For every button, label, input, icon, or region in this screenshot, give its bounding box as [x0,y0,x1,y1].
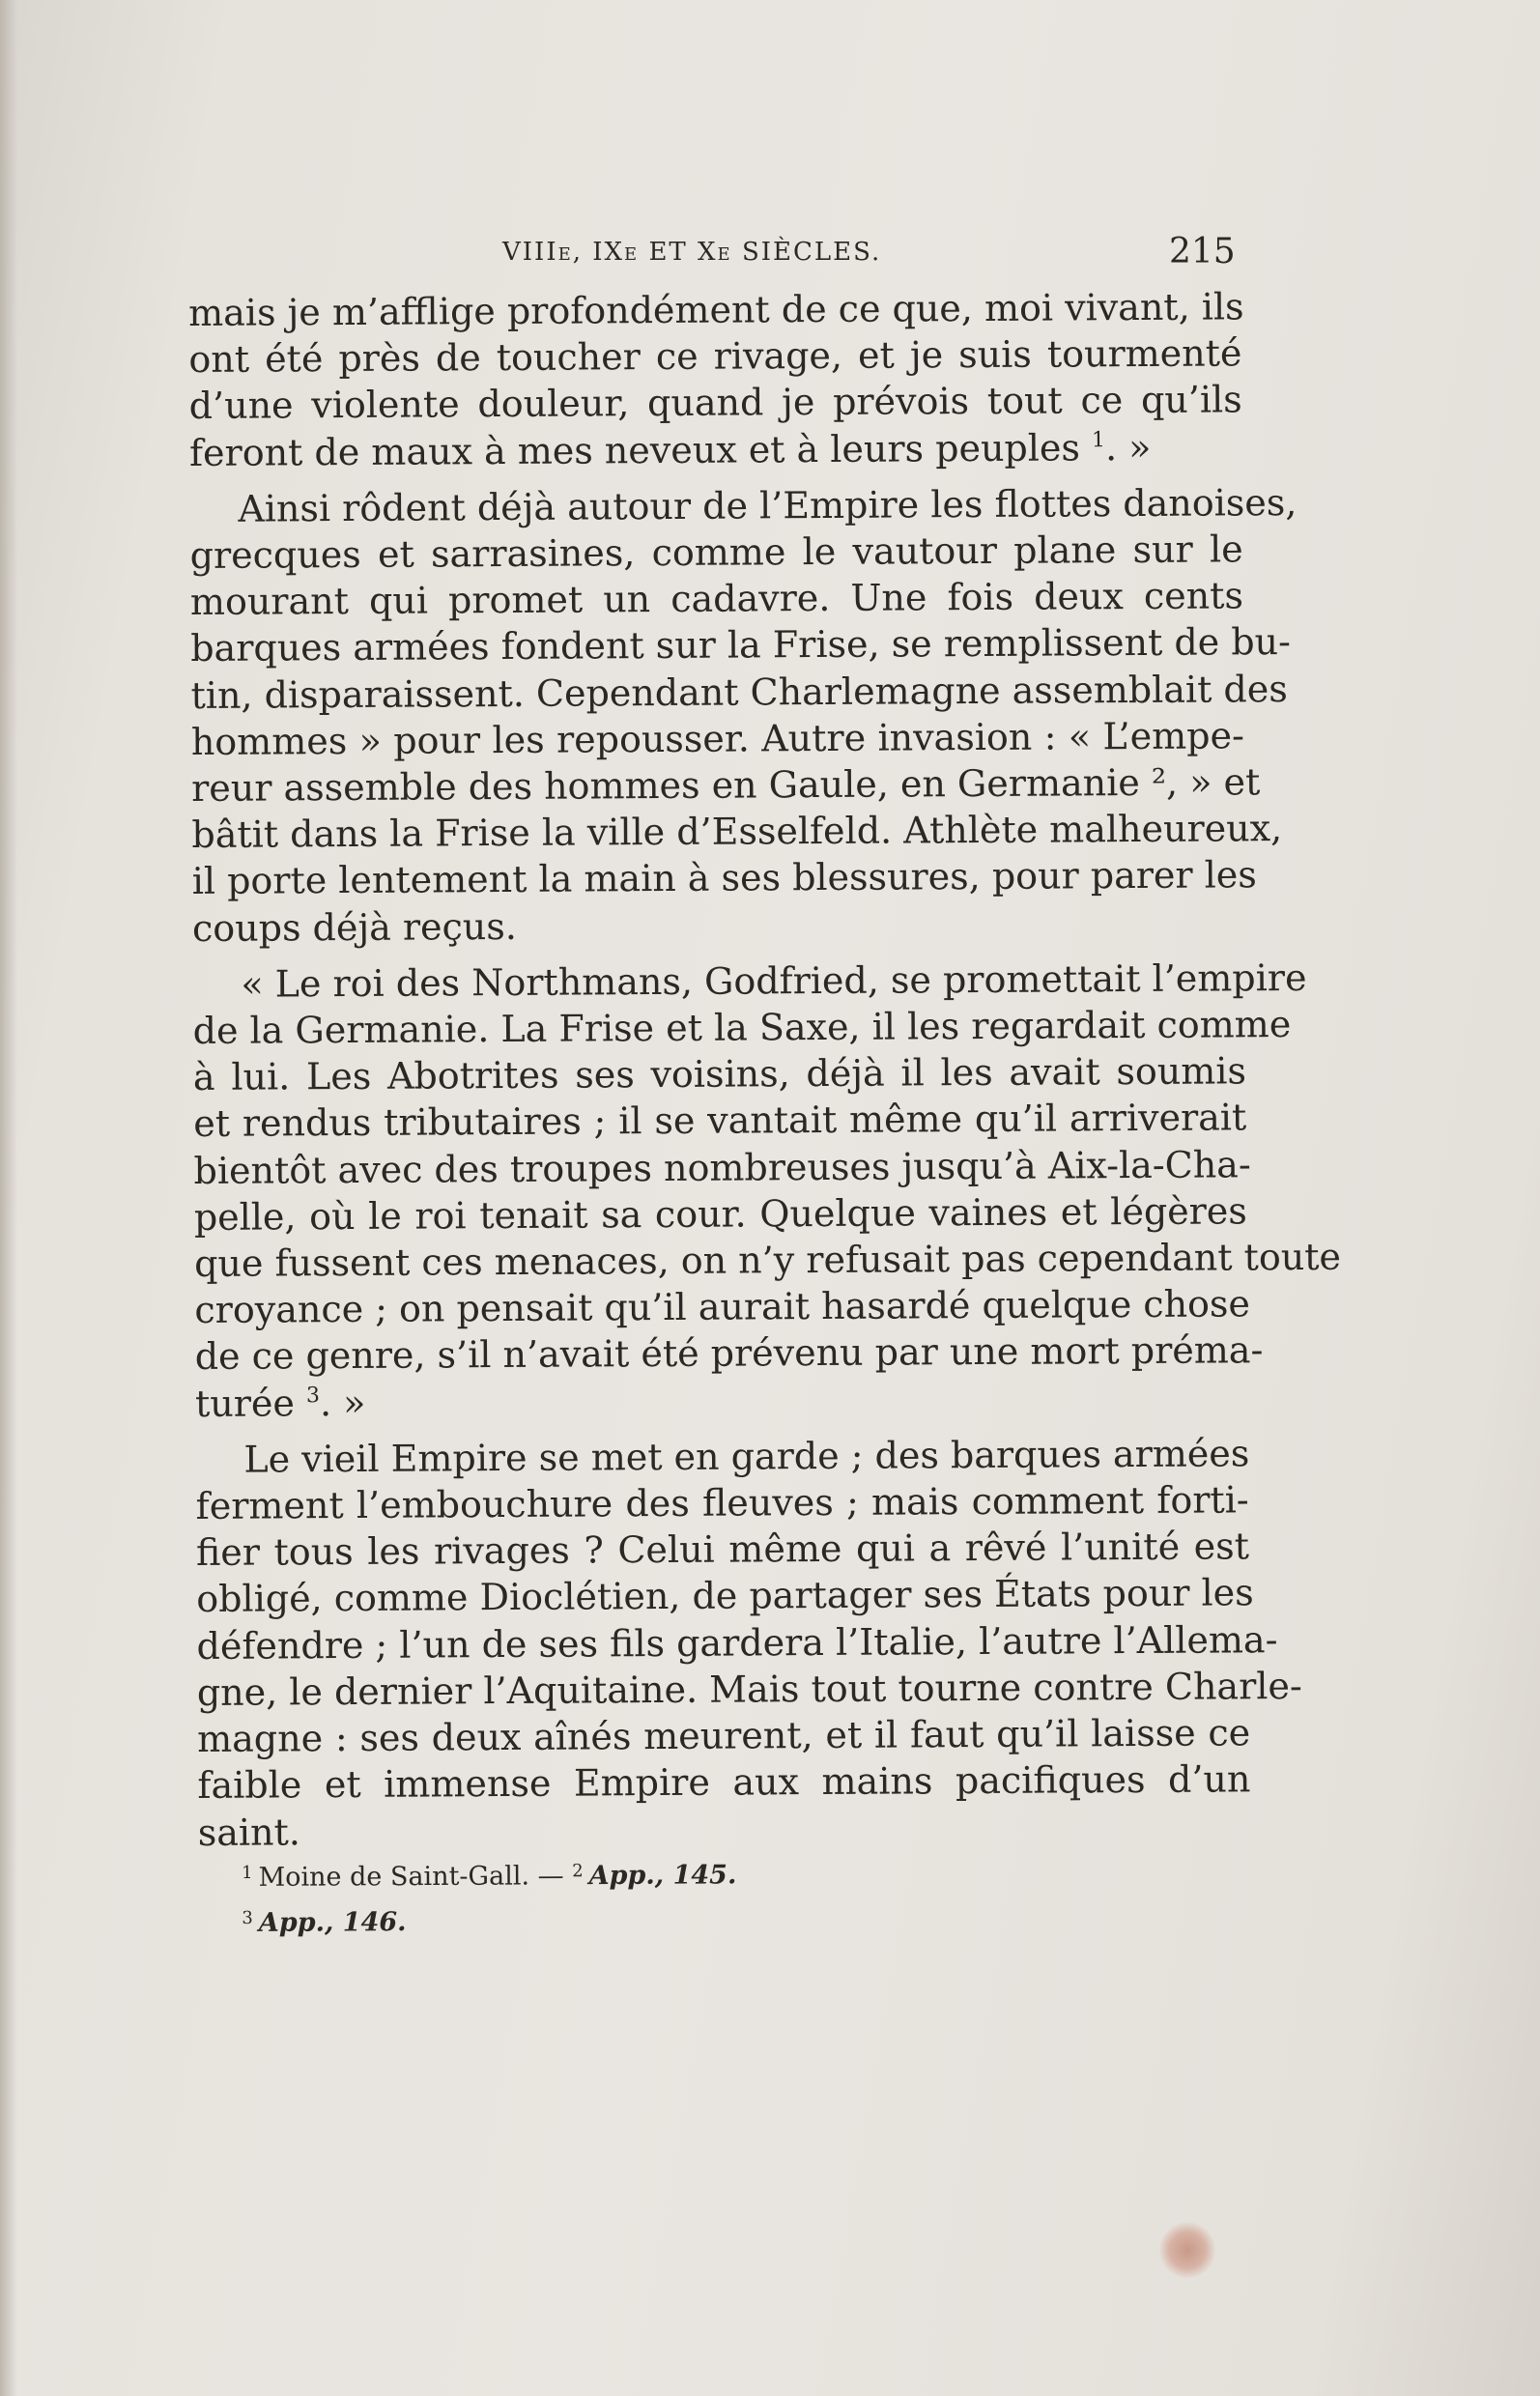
text-line: à lui. Les Abotrites ses voisins, déjà il les avait soumis [192,1049,1247,1099]
text-line: gne, le dernier l’Aquitaine. Mais tout tourne contre Charle- [196,1664,1302,1714]
text-line: il porte lentement la main à ses blessures, pour parer les [191,853,1257,903]
text-line: tin, disparaissent. Cependant Charlemagne assemblait des [190,667,1288,717]
text-line: de ce genre, s’il n’avait été prévenu par une mort préma- [194,1328,1264,1379]
text-line: mais je m’afflige profondément de ce que, moi vivant, ils [188,285,1244,334]
text-line: pelle, où le roi tenait sa cour. Quelque vaines et légères [193,1189,1247,1239]
text-line: magne : ses deux aînés meurent, et il faut qu’il laisse ce [197,1711,1251,1761]
footnote-line-2 [242,1895,918,1944]
footnote-text: App., 145. [588,1860,737,1892]
text-line: « Le roi des Northmans, Godfried, se promettait l’empire [241,956,1307,1006]
page-header [184,232,1246,280]
paragraph-4 [195,1430,1302,1855]
text-line: faible et immense Empire aux mains pacifiques d’un [197,1757,1251,1808]
text-line: Le vieil Empire se met en garde ; des barques armées [243,1432,1250,1481]
footnote-mark: 1 [242,1862,253,1883]
text-line: mourant qui promet un cadavre. Une fois deux cents [189,574,1244,624]
text-line: et rendus tributaires ; il se vantait même qu’il arriverait [193,1096,1247,1146]
paragraph-2 [189,479,1298,952]
text-line: hommes » pour les repousser. Autre invasion : « L’empe- [190,714,1244,763]
footnotes [242,1849,918,1944]
paragraph-3 [192,955,1342,1427]
text-line: ont été près de toucher ce rivage, et je suis tourmenté [188,331,1242,382]
text-line: Ainsi rôdent déjà autour de l’Empire les flottes danoises, [238,480,1298,530]
text-line: fier tous les rivages ? Celui même qui a rêvé l’unité est [195,1525,1250,1575]
line-tail: . » [1104,425,1152,469]
text-line [189,423,1242,476]
page-gutter-shadow [0,0,17,2396]
text-line [195,1374,1248,1427]
text-line: bâtit dans la Frise la ville d’Esselfeld. Athlète malheureux, [191,807,1283,857]
text-line: que fussent ces menaces, on n’y refusait pas cependant toute [194,1235,1342,1286]
text-line: coups déjà reçus. [191,904,518,950]
footnote-ref: 1 [1091,427,1106,452]
body-text [188,283,1342,1855]
footnote-line-1 [242,1849,918,1898]
text-line: saint. [197,1810,301,1854]
paper-stain [1159,2222,1215,2278]
text-line: défendre ; l’un de ses fils gardera l’Italie, l’autre l’Allema- [196,1617,1278,1668]
paragraph-1 [188,283,1242,475]
text-line: bientôt avec des troupes nombreuses jusqu’à Aix-la-Cha- [193,1142,1251,1192]
line-text: feront de maux à mes neveux et à leurs peuples [188,425,1081,474]
text-line: croyance ; on pensait qu’il aurait hasardé quelque chose [194,1282,1251,1332]
line-text: turée [194,1382,296,1425]
text-line: obligé, comme Dioclétien, de partager ses États pour les [196,1571,1254,1621]
text-line: grecques et sarrasines, comme le vautour plane sur le [189,528,1243,578]
footnote-ref: 3 [305,1383,321,1408]
text-line: reur assemble des hommes en Gaule, en Germanie ², » et [191,760,1261,811]
text-line: d’une violente douleur, quand je prévois tout ce qu’ils [188,378,1242,428]
running-head: VIIIe, IXe ET Xe SIÈCLES. [502,238,882,267]
footnote-mark: 3 [242,1907,253,1928]
footnote-text: Moine de Saint-Gall. — [258,1861,573,1893]
text-line: ferment l’embouchure des fleuves ; mais comment forti- [195,1478,1249,1528]
page-number: 215 [1169,232,1236,271]
footnote-text: App., 146. [258,1907,407,1938]
text-line: barques armées fondent sur la Frise, se remplissent de bu- [190,620,1292,670]
footnote-mark: 2 [572,1861,584,1882]
line-tail: . » [319,1381,366,1424]
text-line: de la Germanie. La Frise et la Saxe, il les regardait comme [192,1003,1292,1053]
